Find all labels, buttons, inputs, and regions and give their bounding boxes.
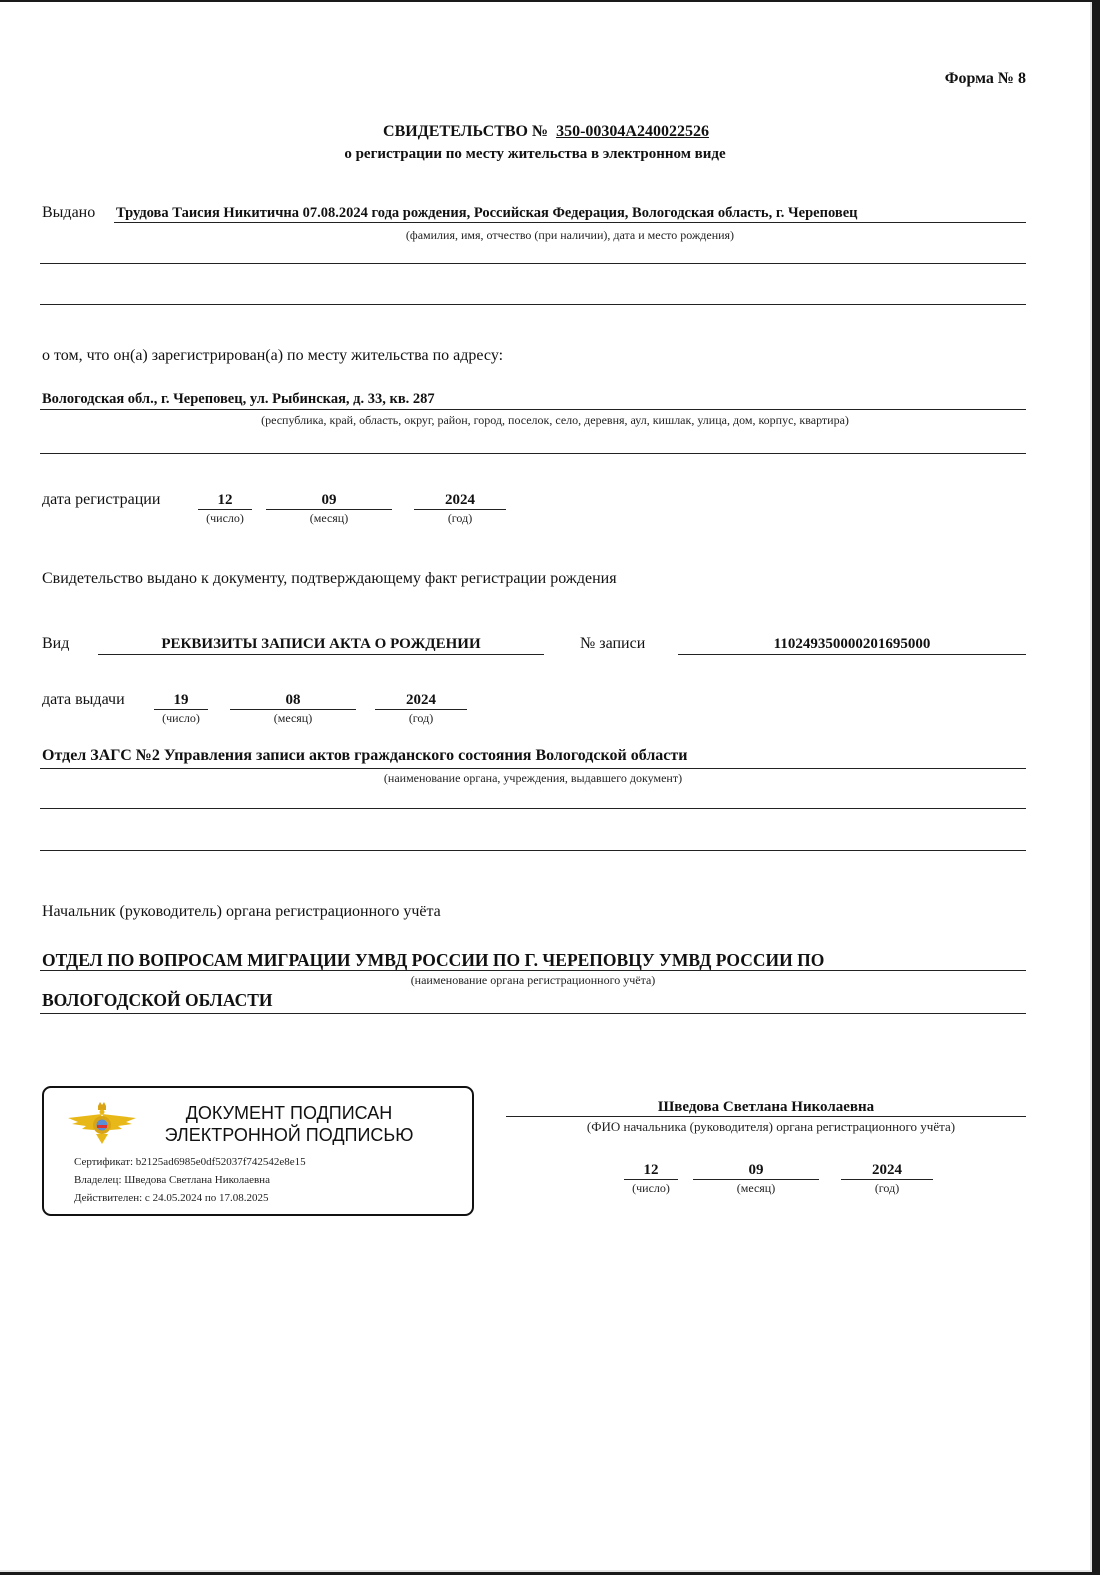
blank-line — [40, 808, 1026, 809]
registration-date-label: дата регистрации — [42, 491, 161, 508]
issued-to-value: Трудова Таисия Никитична 07.08.2024 года рождения, Российская Федерация, Вологодская область, г. Череповец — [116, 205, 858, 221]
registration-year: 2024 — [445, 492, 475, 508]
issuer-caption: (наименование органа, учреждения, выдавшего документ) — [383, 771, 683, 785]
document-intro: Свидетельство выдано к документу, подтверждающему факт регистрации рождения — [42, 570, 617, 587]
blank-line — [40, 453, 1026, 454]
authority-line-1: ОТДЕЛ ПО ВОПРОСАМ МИГРАЦИИ УМВД РОССИИ ПО Г. ЧЕРЕПОВЦУ УМВД РОССИИ ПО — [42, 950, 825, 970]
year-caption: (год) — [447, 511, 473, 525]
authority-caption: (наименование органа регистрационного учёта) — [410, 973, 656, 987]
underline — [114, 222, 1026, 223]
month-caption: (месяц) — [736, 1181, 776, 1195]
stamp-certificate: Сертификат: b2125ad6985e0df52037f742542e8e15 — [74, 1156, 306, 1168]
underline — [624, 1179, 678, 1180]
certificate-title-prefix: СВИДЕТЕЛЬСТВО № — [383, 123, 549, 140]
document-page — [0, 2, 1092, 1572]
underline — [375, 709, 467, 710]
underline — [198, 509, 252, 510]
record-number-label: № записи — [580, 635, 646, 652]
underline — [40, 409, 1026, 410]
signer-day: 12 — [643, 1162, 659, 1178]
year-caption: (год) — [408, 711, 434, 725]
underline — [98, 654, 544, 655]
issue-date-label: дата выдачи — [42, 691, 125, 708]
month-caption: (месяц) — [309, 511, 349, 525]
underline — [414, 509, 506, 510]
stamp-title-line-2: ЭЛЕКТРОННОЙ ПОДПИСЬЮ — [164, 1125, 414, 1145]
underline — [841, 1179, 933, 1180]
signer-month: 09 — [748, 1162, 764, 1178]
day-caption: (число) — [162, 711, 200, 725]
day-caption: (число) — [632, 1181, 670, 1195]
address-intro: о том, что он(а) зарегистрирован(а) по месту жительства по адресу: — [42, 347, 504, 364]
underline — [40, 1013, 1026, 1014]
form-number: Форма № 8 — [944, 70, 1026, 87]
underline — [154, 709, 208, 710]
signer-year: 2024 — [872, 1162, 902, 1178]
day-caption: (число) — [206, 511, 244, 525]
document-issuer: Отдел ЗАГС №2 Управления записи актов гражданского состояния Вологодской области — [42, 747, 688, 764]
signer-caption: (ФИО начальника (руководителя) органа регистрационного учёта) — [586, 1119, 956, 1134]
document-type-value: РЕКВИЗИТЫ ЗАПИСИ АКТА О РОЖДЕНИИ — [161, 636, 481, 652]
underline — [693, 1179, 819, 1180]
registration-day: 12 — [217, 492, 233, 508]
address-caption: (республика, край, область, округ, район, город, поселок, село, деревня, аул, кишлак, улица, дом, корпус, квартира) — [261, 413, 849, 427]
stamp-owner: Владелец: Шведова Светлана Николаевна — [74, 1174, 270, 1186]
document-type-label: Вид — [42, 635, 70, 652]
electronic-signature-stamp — [42, 1086, 474, 1216]
stamp-title-line-1: ДОКУМЕНТ ПОДПИСАН — [185, 1103, 393, 1123]
issue-month: 08 — [285, 692, 301, 708]
certificate-number: 350-00304A240022526 — [556, 123, 709, 140]
issue-day: 19 — [173, 692, 189, 708]
underline — [266, 509, 392, 510]
record-number-value: 110249350000201695000 — [773, 636, 931, 652]
mvd-eagle-emblem-icon — [64, 1100, 140, 1146]
underline — [230, 709, 356, 710]
authority-heading: Начальник (руководитель) органа регистрационного учёта — [42, 903, 441, 920]
underline — [40, 768, 1026, 769]
authority-line-2: ВОЛОГОДСКОЙ ОБЛАСТИ — [42, 990, 273, 1010]
blank-line — [40, 263, 1026, 264]
issue-year: 2024 — [406, 692, 436, 708]
underline — [40, 970, 1026, 971]
address-value: Вологодская обл., г. Череповец, ул. Рыбинская, д. 33, кв. 287 — [42, 391, 435, 407]
registration-month: 09 — [321, 492, 337, 508]
underline — [506, 1116, 1026, 1117]
blank-line — [40, 304, 1026, 305]
issued-to-caption: (фамилия, имя, отчество (при наличии), дата и место рождения) — [405, 228, 735, 242]
stamp-valid: Действителен: с 24.05.2024 по 17.08.2025 — [74, 1192, 269, 1204]
issued-to-label: Выдано — [42, 204, 96, 221]
year-caption: (год) — [874, 1181, 900, 1195]
blank-line — [40, 850, 1026, 851]
underline — [678, 654, 1026, 655]
certificate-title — [0, 123, 1092, 141]
month-caption: (месяц) — [273, 711, 313, 725]
signer-name: Шведова Светлана Николаевна — [657, 1099, 875, 1115]
certificate-subtitle: о регистрации по месту жительства в электронном виде — [344, 146, 726, 162]
